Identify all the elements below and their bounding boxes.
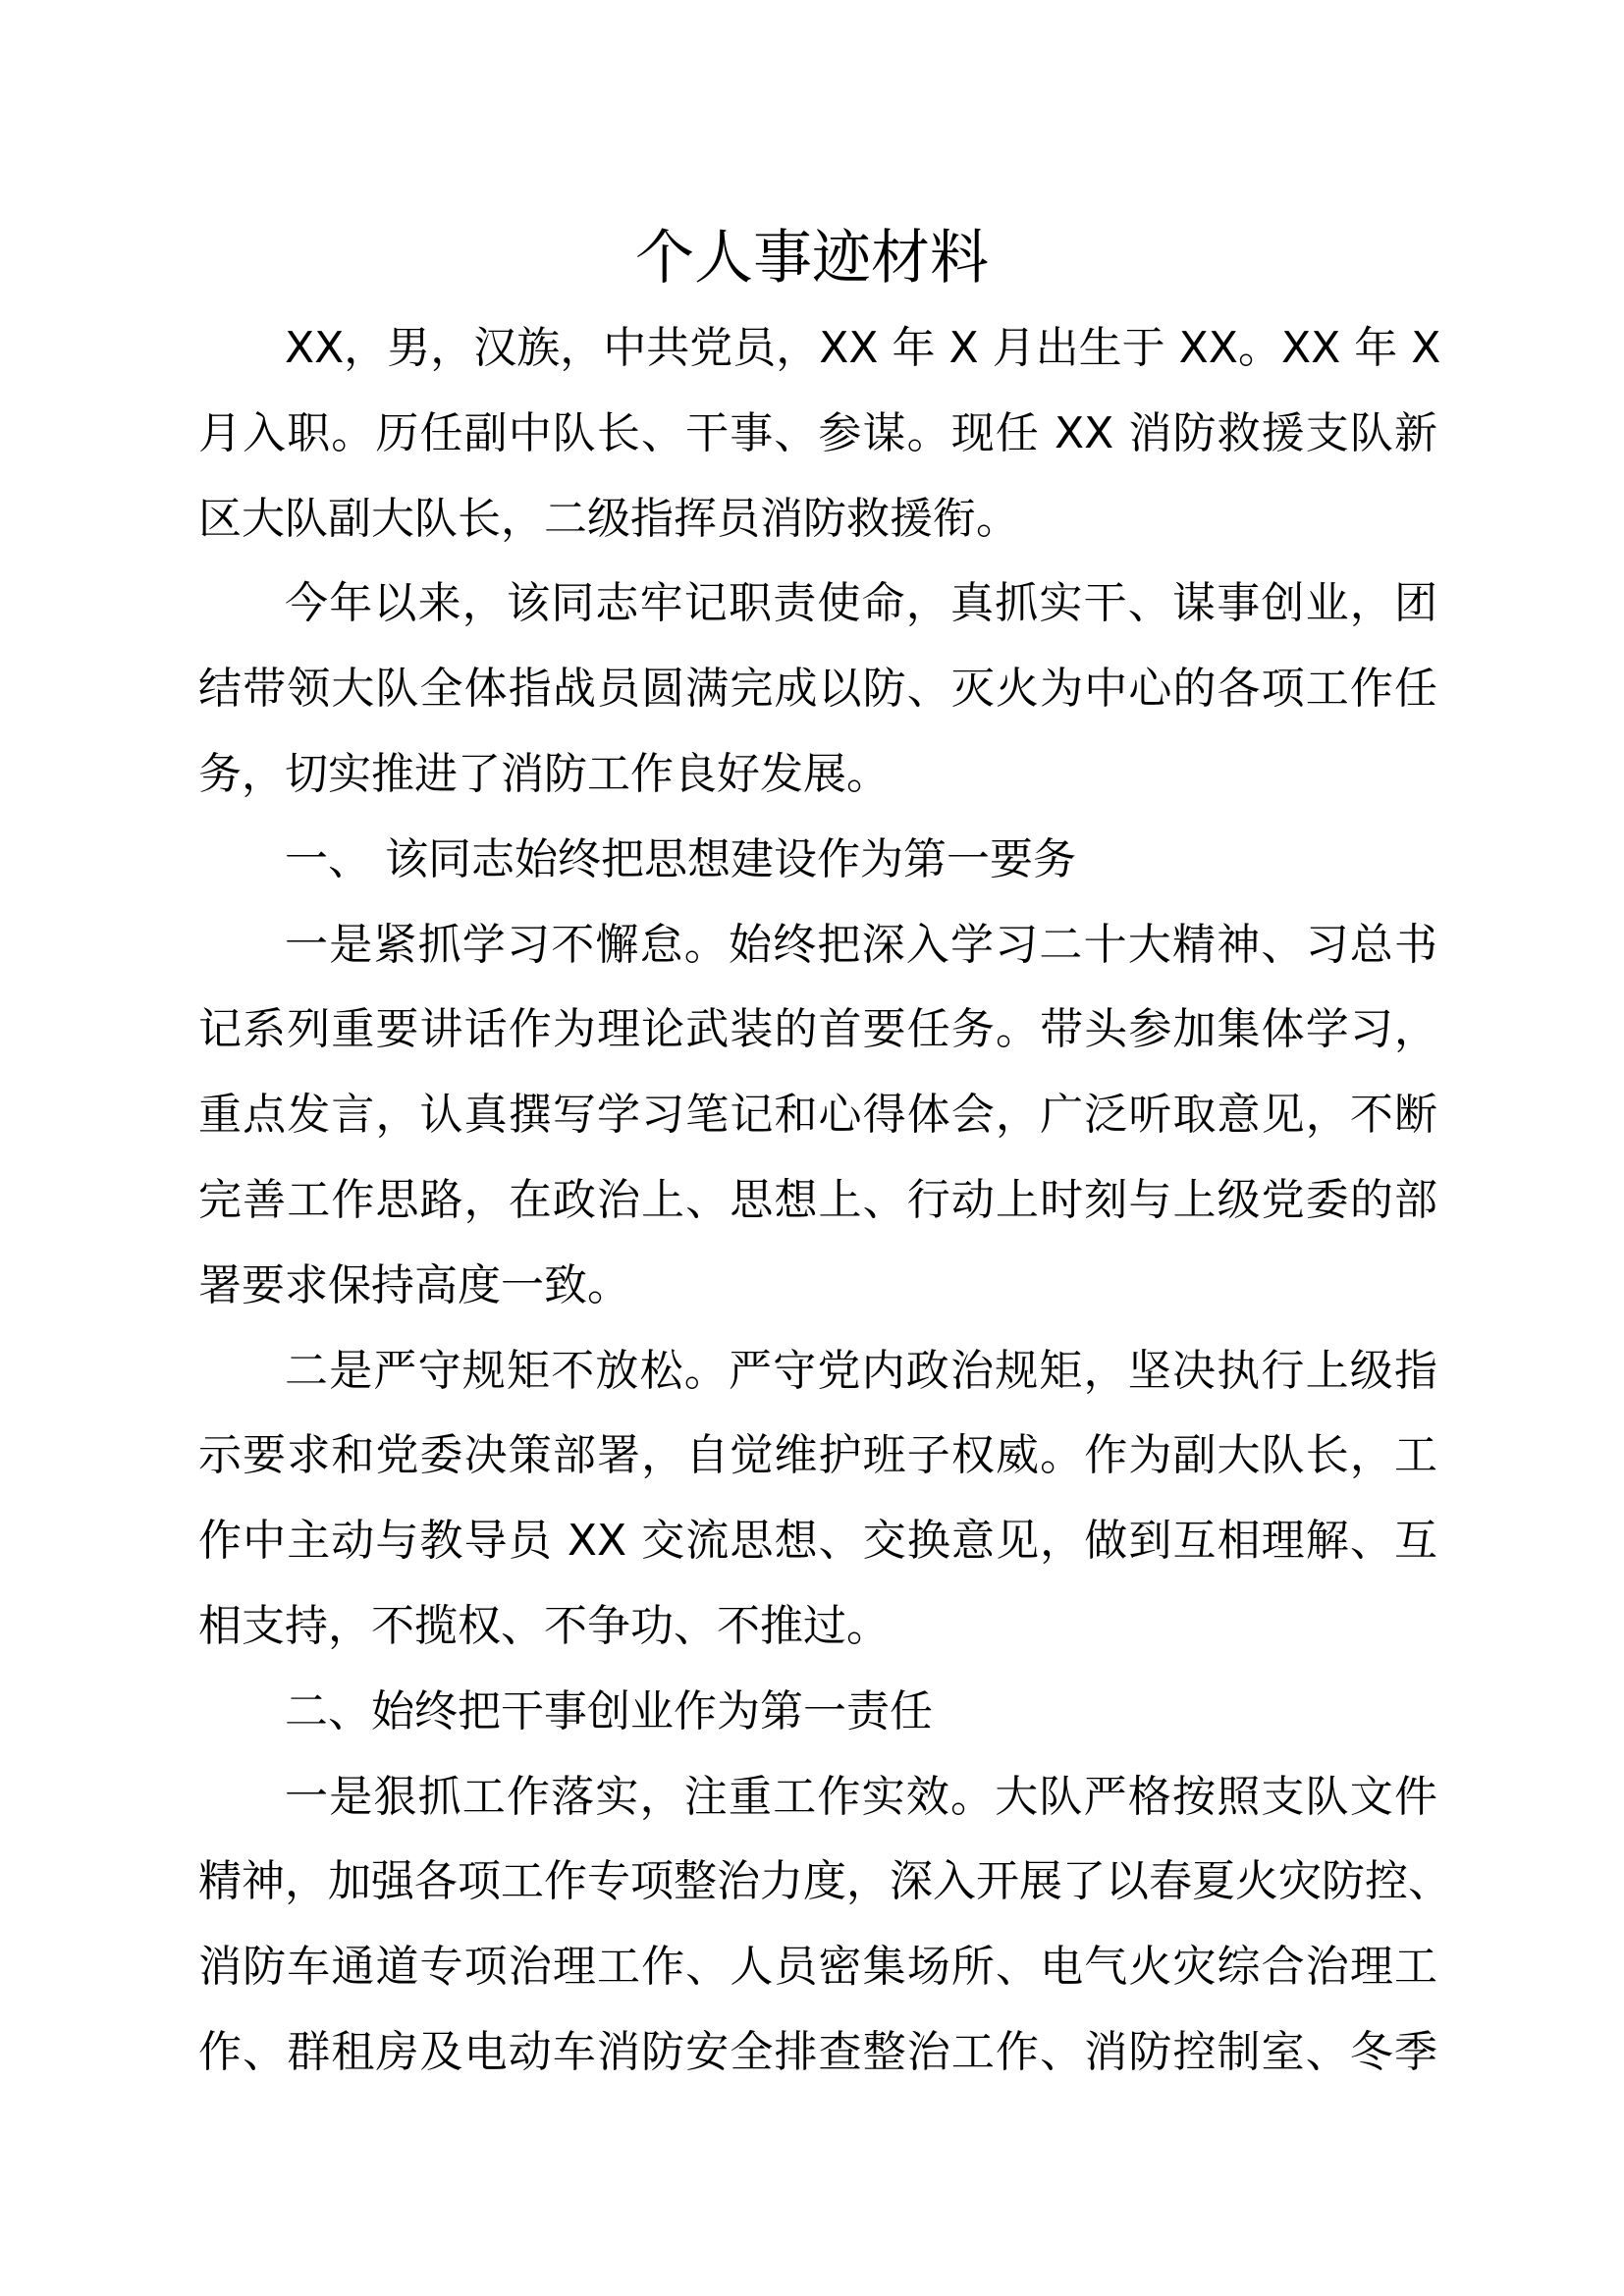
text-line: 署要求保持高度一致。 xyxy=(198,1259,630,1310)
text-line: 区大队副大队长，二级指挥员消防救援衔。 xyxy=(198,493,1019,544)
text-line: 一是紧抓学习不懈怠。始终把深入学习二十大精神、习总书 xyxy=(285,919,1437,970)
text-line: 一、 该同志始终把思想建设作为第一要务 xyxy=(285,833,1076,884)
text-line: 月入职。历任副中队长、干事、参谋。现任 XX 消防救援支队新 xyxy=(198,407,1437,458)
document-body xyxy=(198,306,1451,2096)
text-line: 结带领大队全体指战员圆满完成以防、灭火为中心的各项工作任 xyxy=(198,664,1437,715)
text-line: 作中主动与教导员 XX 交流思想、交换意见，做到互相理解、互 xyxy=(198,1516,1437,1567)
text-line: 一是狠抓工作落实，注重工作实效。大队严格按照支队文件 xyxy=(285,1771,1437,1822)
document-title: 个人事迹材料 xyxy=(635,224,989,293)
text-line: 作、群租房及电动车消防安全排查整治工作、消防控制室、冬季 xyxy=(198,2026,1437,2077)
text-line: 精神，加强各项工作专项整治力度，深入开展了以春夏火灾防控、 xyxy=(198,1856,1451,1907)
text-line: 相支持，不揽权、不争功、不推过。 xyxy=(198,1600,890,1651)
text-line: XX，男，汉族，中共党员，XX 年 X 月出生于 XX。XX 年 X xyxy=(285,323,1441,373)
text-line: 今年以来，该同志牢记职责使命，真抓实干、谋事创业，团 xyxy=(285,578,1437,629)
text-line: 务，切实推进了消防工作良好发展。 xyxy=(198,748,890,799)
text-line: 消防车通道专项治理工作、人员密集场所、电气火灾综合治理工 xyxy=(198,1942,1437,1993)
text-line: 二、始终把干事创业作为第一责任 xyxy=(285,1685,933,1736)
text-line: 二是严守规矩不放松。严守党内政治规矩，坚决执行上级指 xyxy=(285,1345,1437,1396)
text-line: 示要求和党委决策部署，自觉维护班子权威。作为副大队长，工 xyxy=(198,1430,1437,1481)
text-line: 重点发言，认真撰写学习笔记和心得体会，广泛听取意见，不断 xyxy=(198,1090,1437,1141)
text-line: 记系列重要讲话作为理论武装的首要任务。带头参加集体学习， xyxy=(198,1004,1437,1055)
text-line: 完善工作思路，在政治上、思想上、行动上时刻与上级党委的部 xyxy=(198,1174,1437,1225)
